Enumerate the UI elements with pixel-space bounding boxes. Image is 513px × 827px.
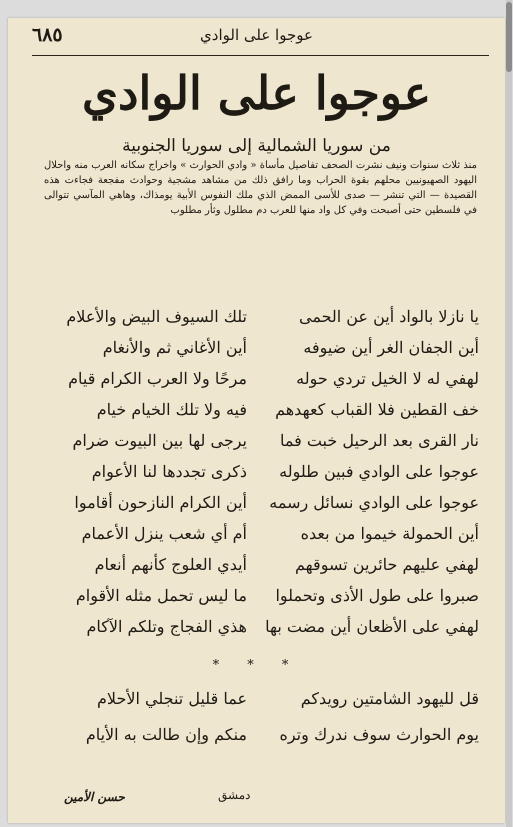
verse: [8, 395, 505, 425]
intro-paragraph: منذ ثلاث سنوات ونيف نشرت الصحف تفاصيل مأساة « وادي الحوارث » واخراج سكانه العرب منه واحلال اليهود الصهيونيين محلهم بقوة الحراب وما رافق ذلك من مشاهد مشجية وحوادث مفجعة فجاءت هذه القصيدة — التي تنشر — صدى للأسى الممض الذي ملك النفوس الأبية يومذاك، وهاهي المآسي تتوالى في فلسطين حتى أصبحت وفي كل واد منها للعرب دم مطلول وثأر مطلوب: [44, 160, 477, 216]
verse-second-hemistich: ذكرى تجددها لنا الأعوام: [91, 462, 247, 481]
verse-first-hemistich: لهفي على الأظعان أين مضت بها: [265, 617, 479, 636]
verse-second-hemistich: أم أي شعب ينزل الأعمام: [81, 524, 247, 543]
page-number: ٦٨٥: [32, 24, 63, 46]
page-header: [8, 18, 505, 46]
verse: [8, 612, 505, 642]
verse: [8, 302, 505, 332]
verse-second-hemistich: أين الأغاني ثم والأنغام: [102, 338, 247, 357]
verse-second-hemistich: يرجى لها بين البيوت ضرام: [72, 431, 247, 450]
verse-second-hemistich: ما ليس تحمل مثله الأقوام: [75, 586, 247, 605]
verse: [8, 426, 505, 456]
verse-second-hemistich: عما قليل تنجلي الأحلام: [97, 689, 247, 708]
verse: [8, 364, 505, 394]
verse: [8, 457, 505, 487]
book-page: [8, 18, 505, 823]
header-rule: [32, 55, 489, 56]
scrollbar-track[interactable]: [506, 0, 512, 827]
verse-first-hemistich: يوم الحوارث سوف ندرك وتره: [279, 725, 479, 744]
verse-second-hemistich: تلك السيوف البيض والأعلام: [66, 307, 247, 326]
verse-second-hemistich: منكم وإن طالت به الأيام: [85, 725, 247, 744]
verse-first-hemistich: عوجوا على الوادي نسائل رسمه: [269, 493, 479, 512]
verse-second-hemistich: أين الكرام النازحون أقاموا: [74, 493, 247, 512]
verse-first-hemistich: نار القرى بعد الرحيل خبت فما: [279, 431, 479, 450]
verse-second-hemistich: مرحًا ولا العرب الكرام قيام: [68, 369, 247, 388]
epilogue-verse: [8, 682, 505, 716]
verse-first-hemistich: صبروا على طول الأذى وتحملوا: [275, 586, 479, 605]
verse-second-hemistich: فيه ولا تلك الخيام خيام: [96, 400, 247, 419]
signature-place: دمشق: [218, 788, 251, 802]
verse: [8, 488, 505, 518]
verse-first-hemistich: لهفي عليهم حائرين تسوقهم: [295, 555, 479, 574]
verse-first-hemistich: أين الحمولة خيموا من بعده: [300, 524, 479, 543]
signature-author: حسن الأمين: [64, 790, 125, 804]
poem-subtitle: من سوريا الشمالية إلى سوريا الجنوبية: [122, 136, 391, 156]
verse: [8, 519, 505, 549]
verse-first-hemistich: قل لليهود الشامتين رويدكم: [300, 689, 479, 708]
verse-second-hemistich: أيدي العلوج كأنهم أنعام: [94, 555, 247, 574]
verse: [8, 550, 505, 580]
verse: [8, 581, 505, 611]
running-head: عوجوا على الوادي: [200, 26, 313, 44]
verse-first-hemistich: يا نازلا بالواد أين عن الحمى: [298, 307, 479, 326]
verse-second-hemistich: هذي الفجاج وتلكم الآكام: [86, 617, 247, 636]
verse-first-hemistich: أين الجفان الغر أين ضيوفه: [303, 338, 479, 357]
verse: [8, 333, 505, 363]
verse-first-hemistich: عوجوا على الوادي فبين طلوله: [279, 462, 479, 481]
poem-title: عوجوا على الوادي: [81, 66, 432, 120]
verse-first-hemistich: لهفي له لا الخيل تردي حوله: [296, 369, 479, 388]
scrollbar-thumb[interactable]: [506, 2, 512, 72]
section-separator: * * *: [212, 658, 301, 673]
epilogue-verse: [8, 718, 505, 752]
verse-first-hemistich: خف القطين فلا القباب كعهدهم: [275, 400, 479, 419]
